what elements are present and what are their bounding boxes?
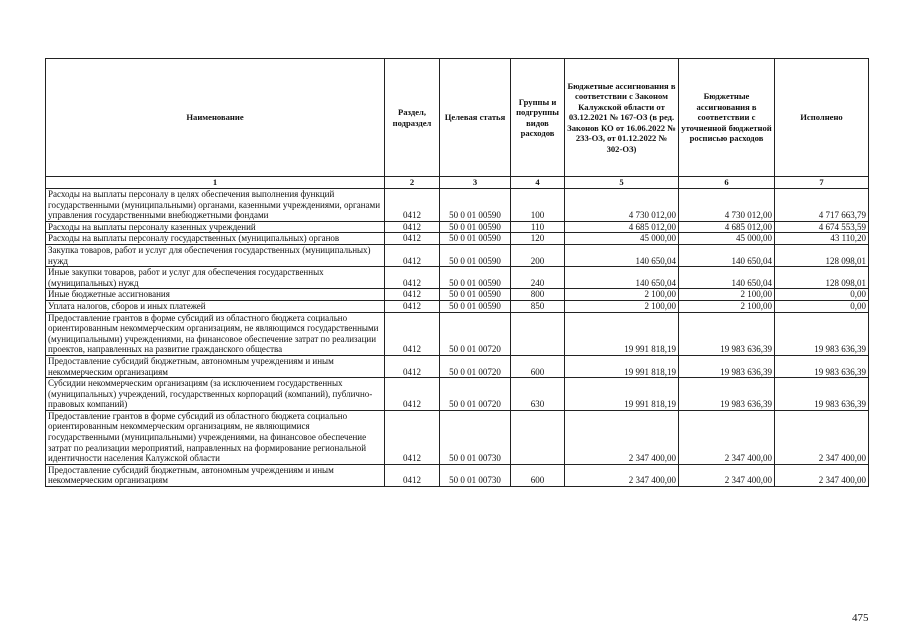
row-name: Предоставление субсидий бюджетным, автономным учреждениям и иным некоммерческим организациям [46,355,385,377]
row-executed-amount: 2 347 400,00 [775,410,869,464]
row-name: Расходы на выплаты персоналу государственных (муниципальных) органов [46,233,385,245]
row-group [511,312,565,355]
page-number: 475 [852,612,869,624]
row-group: 630 [511,378,565,411]
row-executed-amount: 0,00 [775,289,869,301]
row-roster-amount: 2 100,00 [679,300,775,312]
row-executed-amount: 0,00 [775,300,869,312]
table-row [46,355,869,377]
row-article: 50 0 01 00720 [440,378,511,411]
row-name: Расходы на выплаты персоналу в целях обеспечения выполнения функций государственными (муниципальными) органами, казенными учреждениями, органами управления государственными внебюджетными фондами [46,189,385,222]
row-group [511,410,565,464]
row-group: 110 [511,221,565,233]
header-number: 7 [775,177,869,189]
row-roster-amount: 19 983 636,39 [679,378,775,411]
row-group: 850 [511,300,565,312]
row-executed-amount: 43 110,20 [775,233,869,245]
row-group: 100 [511,189,565,222]
row-executed-amount: 19 983 636,39 [775,312,869,355]
row-law-amount: 4 730 012,00 [565,189,679,222]
row-roster-amount: 140 650,04 [679,244,775,266]
row-executed-amount: 128 098,01 [775,267,869,289]
header-number: 4 [511,177,565,189]
row-section: 0412 [385,464,440,486]
row-group: 200 [511,244,565,266]
row-executed-amount: 4 674 553,59 [775,221,869,233]
row-article: 50 0 01 00590 [440,189,511,222]
row-article: 50 0 01 00730 [440,410,511,464]
row-article: 50 0 01 00590 [440,300,511,312]
row-article: 50 0 01 00590 [440,244,511,266]
row-law-amount: 140 650,04 [565,244,679,266]
row-law-amount: 2 347 400,00 [565,410,679,464]
table-row [46,410,869,464]
row-article: 50 0 01 00720 [440,355,511,377]
row-law-amount: 19 991 818,19 [565,312,679,355]
table-row [46,189,869,222]
row-group: 600 [511,464,565,486]
row-law-amount: 2 100,00 [565,289,679,301]
row-roster-amount: 4 685 012,00 [679,221,775,233]
row-article: 50 0 01 00590 [440,289,511,301]
header-number: 1 [46,177,385,189]
header-number-row [46,177,869,189]
header-roster-allocations: Бюджетные ассигнования в соответствии с уточненной бюджетной росписью расходов [679,59,775,177]
header-group: Группы и подгруппы видов расходов [511,59,565,177]
table-row [46,312,869,355]
header-law-allocations: Бюджетные ассигнования в соответствии с Законом Калужской области от 03.12.2021 № 167-ОЗ (в ред. Законов КО от 16.06.2022 № 233-ОЗ, от 01.12.2022 № 302-ОЗ) [565,59,679,177]
table-row [46,267,869,289]
table-row [46,221,869,233]
header-number: 5 [565,177,679,189]
row-law-amount: 4 685 012,00 [565,221,679,233]
row-section: 0412 [385,189,440,222]
row-article: 50 0 01 00720 [440,312,511,355]
row-law-amount: 2 100,00 [565,300,679,312]
row-article: 50 0 01 00590 [440,221,511,233]
row-name: Закупка товаров, работ и услуг для обеспечения государственных (муниципальных) нужд [46,244,385,266]
row-group: 800 [511,289,565,301]
header-row [46,59,869,177]
table-body [46,189,869,487]
row-executed-amount: 2 347 400,00 [775,464,869,486]
row-article: 50 0 01 00590 [440,267,511,289]
row-law-amount: 19 991 818,19 [565,378,679,411]
row-name: Предоставление грантов в форме субсидий из областного бюджета социально ориентированным некоммерческим организациям, не являющимся государственными (муниципальными) учреждениями, на финансовое обеспечение затрат по реализации проектов, направленных на развитие гражданского общества [46,312,385,355]
row-name: Предоставление субсидий бюджетным, автономным учреждениям и иным некоммерческим организациям [46,464,385,486]
row-group: 120 [511,233,565,245]
row-executed-amount: 128 098,01 [775,244,869,266]
table-header [46,59,869,189]
header-executed: Исполнено [775,59,869,177]
row-name: Уплата налогов, сборов и иных платежей [46,300,385,312]
table-row [46,300,869,312]
row-group: 600 [511,355,565,377]
header-name: Наименование [46,59,385,177]
header-number: 3 [440,177,511,189]
row-roster-amount: 140 650,04 [679,267,775,289]
row-roster-amount: 2 100,00 [679,289,775,301]
row-article: 50 0 01 00590 [440,233,511,245]
row-name: Иные закупки товаров, работ и услуг для обеспечения государственных (муниципальных) нужд [46,267,385,289]
header-section: Раздел, подраздел [385,59,440,177]
row-name: Иные бюджетные ассигнования [46,289,385,301]
row-section: 0412 [385,312,440,355]
row-law-amount: 19 991 818,19 [565,355,679,377]
row-section: 0412 [385,289,440,301]
row-article: 50 0 01 00730 [440,464,511,486]
table-row [46,378,869,411]
row-roster-amount: 45 000,00 [679,233,775,245]
row-law-amount: 45 000,00 [565,233,679,245]
row-section: 0412 [385,244,440,266]
row-name: Предоставление грантов в форме субсидий из областного бюджета социально ориентированным некоммерческим организациям, не являющимися государственными (муниципальными) учреждениями, на финансовое обеспечение затрат по реализации мероприятий, направленных на формирование региональной идентичности населения Калужской области [46,410,385,464]
row-section: 0412 [385,410,440,464]
row-section: 0412 [385,233,440,245]
row-name: Расходы на выплаты персоналу казенных учреждений [46,221,385,233]
row-roster-amount: 4 730 012,00 [679,189,775,222]
row-section: 0412 [385,221,440,233]
row-name: Субсидии некоммерческим организациям (за исключением государственных (муниципальных) учреждений, государственных корпораций (компаний), публично-правовых компаний) [46,378,385,411]
header-number: 2 [385,177,440,189]
table-row [46,464,869,486]
table-row [46,244,869,266]
row-executed-amount: 19 983 636,39 [775,378,869,411]
row-roster-amount: 19 983 636,39 [679,312,775,355]
row-law-amount: 2 347 400,00 [565,464,679,486]
row-roster-amount: 2 347 400,00 [679,464,775,486]
table-row [46,233,869,245]
row-group: 240 [511,267,565,289]
row-section: 0412 [385,355,440,377]
row-executed-amount: 4 717 663,79 [775,189,869,222]
row-law-amount: 140 650,04 [565,267,679,289]
budget-table [45,58,869,487]
header-article: Целевая статья [440,59,511,177]
row-section: 0412 [385,267,440,289]
row-roster-amount: 2 347 400,00 [679,410,775,464]
table-row [46,289,869,301]
row-roster-amount: 19 983 636,39 [679,355,775,377]
row-section: 0412 [385,300,440,312]
header-number: 6 [679,177,775,189]
row-executed-amount: 19 983 636,39 [775,355,869,377]
row-section: 0412 [385,378,440,411]
